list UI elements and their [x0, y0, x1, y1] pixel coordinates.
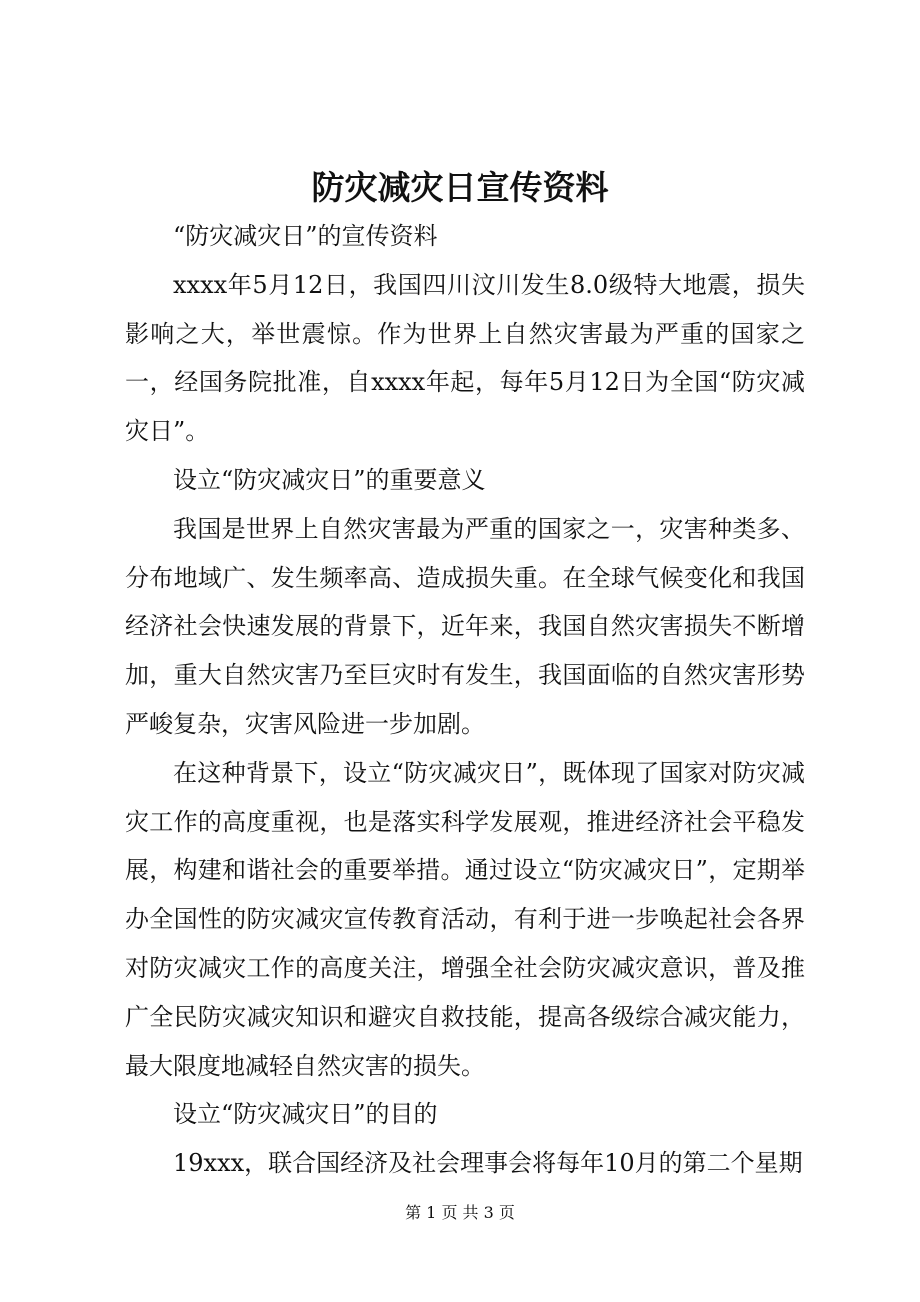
page-number: 第 1 页 共 3 页 — [405, 1203, 515, 1222]
document-body — [125, 212, 805, 1188]
paragraph-purpose-heading: 设立“防灾减灾日”的目的 — [173, 1100, 438, 1129]
paragraph-background: xxxx年5月12日，我国四川汶川发生8.0级特大地震，损失影响之大，举世震惊。作为世界上自然灾害最为严重的国家之一，经国务院批准，自xxxx年起，每年5月12日为全国“防灾减灾日”。 — [125, 270, 805, 446]
page-title: 防灾减灾日宣传资料 — [311, 168, 609, 207]
paragraph-importance: 在这种背景下，设立“防灾减灾日”，既体现了国家对防灾减灾工作的高度重视，也是落实科学发展观，推进经济社会平稳发展，构建和谐社会的重要举措。通过设立“防灾减灾日”，定期举办全国性的防灾减灾宣传教育活动，有利于进一步唤起社会各界对防灾减灾工作的高度关注，增强全社会防灾减灾意识，普及推广全民防灾减灾知识和避灾自救技能，提高各级综合减灾能力，最大限度地减轻自然灾害的损失。 — [125, 758, 805, 1080]
paragraph-purpose-text: 19xxx，联合国经济及社会理事会将每年10月的第二个星期 — [173, 1149, 803, 1178]
paragraph-disaster-situation: 我国是世界上自然灾害最为严重的国家之一，灾害种类多、分布地域广、发生频率高、造成损失重。在全球气候变化和我国经济社会快速发展的背景下，近年来，我国自然灾害损失不断增加，重大自然灾害乃至巨灾时有发生，我国面临的自然灾害形势严峻复杂，灾害风险进一步加剧。 — [125, 514, 805, 738]
paragraph-intro-heading: “防灾减灾日”的宣传资料 — [173, 222, 438, 250]
paragraph-significance-heading: 设立“防灾减灾日”的重要意义 — [173, 465, 486, 494]
